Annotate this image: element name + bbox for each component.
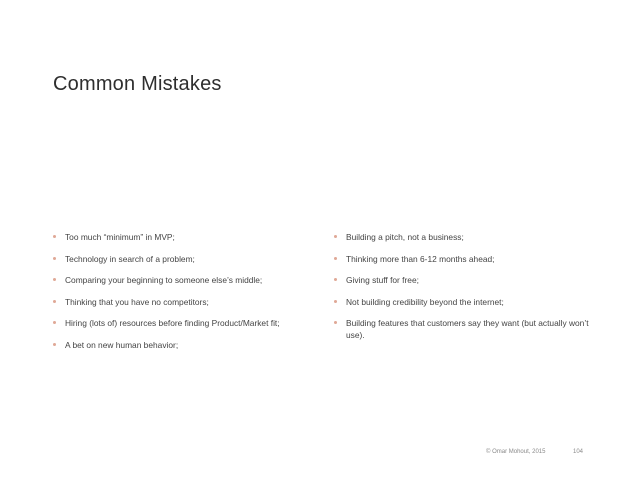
bullet-icon bbox=[53, 300, 56, 303]
list-item bbox=[53, 296, 328, 308]
list-item-text: Not building credibility beyond the internet; bbox=[346, 296, 504, 307]
list-item-text: Building a pitch, not a business; bbox=[346, 232, 464, 242]
bullet-icon bbox=[53, 321, 56, 324]
copyright-footer: © Omar Mohout, 2015 bbox=[486, 449, 546, 455]
list-item bbox=[334, 296, 609, 308]
page-number: 104 bbox=[573, 449, 584, 455]
list-item-text: Thinking that you have no competitors; bbox=[65, 296, 209, 307]
list-item-text: Comparing your beginning to someone else’s middle; bbox=[65, 275, 263, 285]
list-item-text: Thinking more than 6-12 months ahead; bbox=[346, 253, 495, 264]
bullet-icon bbox=[334, 300, 337, 303]
left-bullet-list bbox=[53, 231, 328, 360]
list-item bbox=[334, 317, 609, 341]
bullet-icon bbox=[53, 257, 56, 260]
bullet-icon bbox=[53, 235, 56, 238]
list-item-text: A bet on new human behavior; bbox=[65, 339, 179, 350]
list-item bbox=[53, 317, 328, 329]
bullet-icon bbox=[334, 235, 337, 238]
list-item-text: Hiring (lots of) resources before finding Product/Market fit; bbox=[65, 318, 280, 328]
list-item-text: Too much “minimum” in MVP; bbox=[65, 232, 175, 242]
bullet-icon bbox=[334, 257, 337, 260]
list-item-text: Giving stuff for free; bbox=[346, 275, 419, 285]
list-item bbox=[53, 339, 328, 351]
list-item bbox=[334, 231, 609, 243]
bullet-icon bbox=[53, 343, 56, 346]
list-item bbox=[334, 274, 609, 286]
slide-title: Common Mistakes bbox=[53, 73, 222, 96]
bullet-icon bbox=[334, 321, 337, 324]
list-item-text: Building features that customers say they want (but actually won’t use). bbox=[346, 318, 589, 340]
bullet-icon bbox=[53, 278, 56, 281]
list-item-text: Technology in search of a problem; bbox=[65, 253, 195, 264]
list-item bbox=[53, 274, 328, 286]
list-item bbox=[53, 253, 328, 265]
bullet-icon bbox=[334, 278, 337, 281]
list-item bbox=[334, 253, 609, 265]
list-item bbox=[53, 231, 328, 243]
right-bullet-list bbox=[334, 231, 609, 351]
